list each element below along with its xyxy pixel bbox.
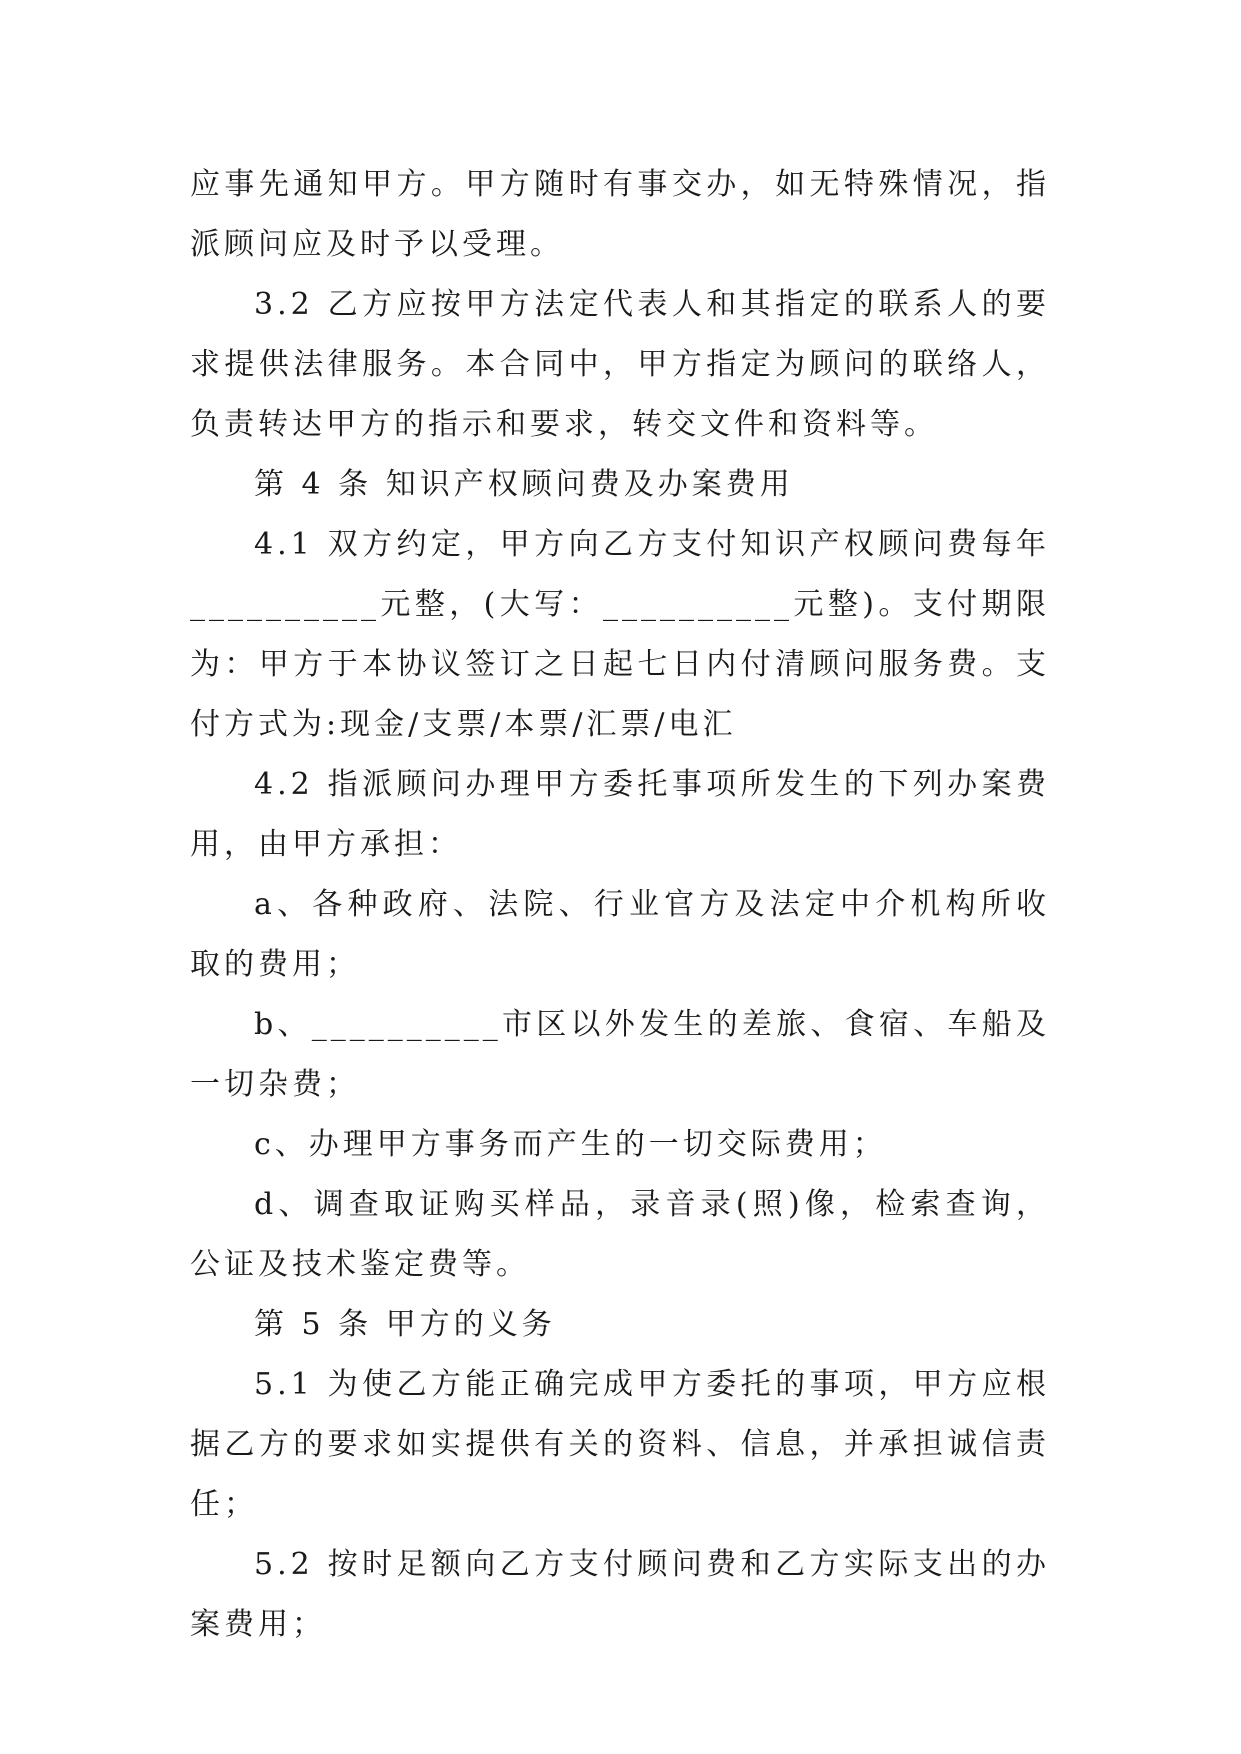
article-4-heading: 第 4 条 知识产权顾问费及办案费用 <box>254 467 794 502</box>
paragraph-continuation: 应事先通知甲方。甲方随时有事交办，如无特殊情况，指派顾问应及时予以受理。 <box>190 167 1050 262</box>
document-body <box>190 155 1050 1655</box>
article-5-heading: 第 5 条 甲方的义务 <box>254 1307 556 1342</box>
item-a: a、各种政府、法院、行业官方及法定中介机构所收取的费用； <box>190 887 1050 982</box>
item-d: d、调查取证购买样品，录音录(照)像，检索查询，公证及技术鉴定费等。 <box>190 1187 1050 1282</box>
clause-5-2: 5.2 按时足额向乙方支付顾问费和乙方实际支出的办案费用； <box>190 1547 1050 1642</box>
clause-3-2: 3.2 乙方应按甲方法定代表人和其指定的联系人的要求提供法律服务。本合同中，甲方指定为顾问的联络人，负责转达甲方的指示和要求，转交文件和资料等。 <box>190 287 1050 442</box>
item-c: c、办理甲方事务而产生的一切交际费用； <box>254 1127 887 1162</box>
clause-4-2: 4.2 指派顾问办理甲方委托事项所发生的下列办案费用，由甲方承担： <box>190 767 1050 862</box>
clause-5-1: 5.1 为使乙方能正确完成甲方委托的事项，甲方应根据乙方的要求如实提供有关的资料、信息，并承担诚信责任； <box>190 1367 1050 1522</box>
clause-4-1: 4.1 双方约定，甲方向乙方支付知识产权顾问费每年__________元整，(大写：__________元整)。支付期限为：甲方于本协议签订之日起七日内付清顾问服务费。支付方式为:现金/支票/本票/汇票/电汇 <box>190 527 1050 742</box>
item-b: b、__________市区以外发生的差旅、食宿、车船及一切杂费； <box>190 1007 1050 1102</box>
